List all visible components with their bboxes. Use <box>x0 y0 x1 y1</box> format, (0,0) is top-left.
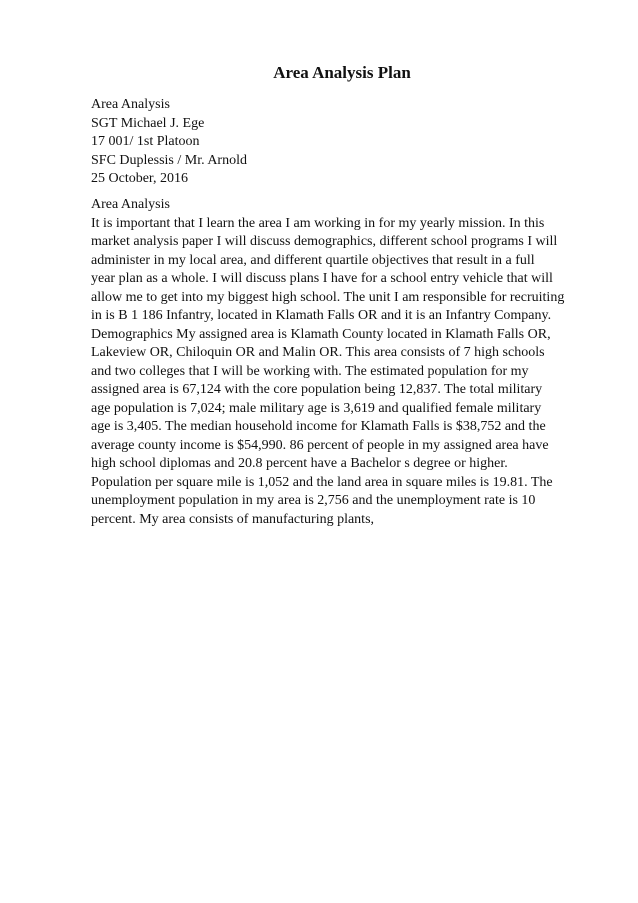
header-line-unit: 17 001/ 1st Platoon <box>91 134 200 149</box>
body-line: Population per square mile is 1,052 and the land area in square miles is 19.81. The <box>91 474 553 490</box>
body-line: market analysis paper I will discuss demographics, different school programs I will <box>91 234 558 249</box>
body-line: allow me to get into my biggest high school. The unit I am responsible for recruiting <box>91 289 565 305</box>
document-header-block <box>91 96 591 189</box>
body-line: high school diplomas and 20.8 percent have a Bachelor s degree or higher. <box>91 456 508 471</box>
header-line-instructors: SFC Duplessis / Mr. Arnold <box>91 152 247 168</box>
header-line-author: SGT Michael J. Ege <box>91 115 205 131</box>
body-line: percent. My area consists of manufacturing plants, <box>91 511 375 527</box>
body-line: in is B 1 186 Infantry, located in Klamath Falls OR and it is an Infantry Company. <box>91 308 552 323</box>
body-line: Demographics My assigned area is Klamath County located in Klamath Falls OR, <box>91 326 551 342</box>
section-heading: Area Analysis <box>91 197 170 212</box>
body-line: assigned area is 67,124 with the core population being 12,837. The total military <box>91 382 543 397</box>
body-line: administer in my local area, and different quartile objectives that result in a full <box>91 252 535 268</box>
body-line: Lakeview OR, Chiloquin OR and Malin OR. This area consists of 7 high schools <box>91 345 545 360</box>
header-line-subject: Area Analysis <box>91 97 170 112</box>
body-line: unemployment population in my area is 2,756 and the unemployment rate is 10 <box>91 493 536 508</box>
body-line: and two colleges that I will be working with. The estimated population for my <box>91 363 529 379</box>
body-line: It is important that I learn the area I am working in for my yearly mission. In this <box>91 215 545 231</box>
area-analysis-section <box>91 196 591 529</box>
body-line: age population is 7,024; male military age is 3,619 and qualified female military <box>91 400 542 416</box>
body-line: year plan as a whole. I will discuss plans I have for a school entry vehicle that will <box>91 271 553 286</box>
document-title: Area Analysis Plan <box>273 63 411 82</box>
body-line: age is 3,405. The median household income for Klamath Falls is $38,752 and the <box>91 419 546 434</box>
body-line: average county income is $54,990. 86 percent of people in my assigned area have <box>91 437 549 453</box>
header-line-date: 25 October, 2016 <box>91 171 189 186</box>
